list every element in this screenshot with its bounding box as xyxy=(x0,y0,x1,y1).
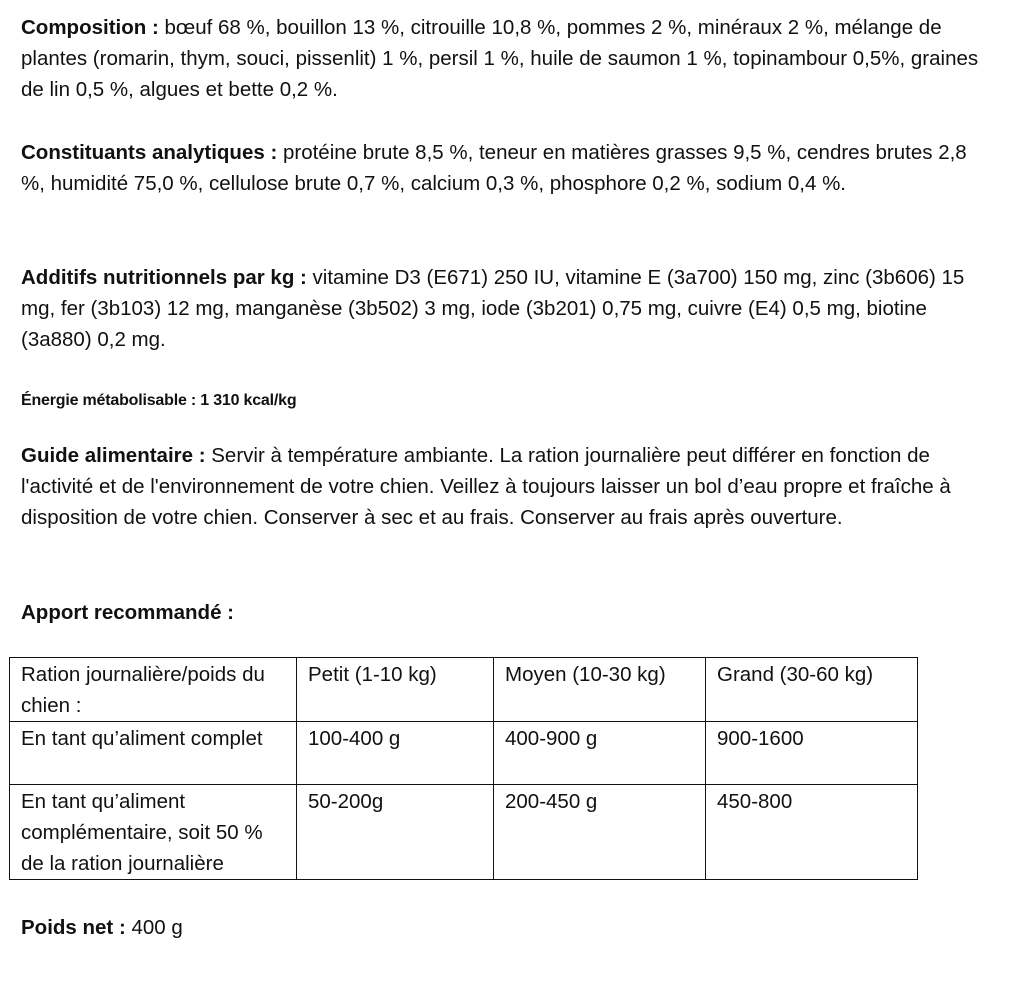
poids-label: Poids net : xyxy=(21,916,126,939)
constituants-label: Constituants analytiques : xyxy=(21,141,278,164)
additifs-paragraph xyxy=(21,262,996,355)
table-header-row xyxy=(10,658,918,722)
table-cell: 100-400 g xyxy=(297,722,494,785)
table-header-cell: Moyen (10-30 kg) xyxy=(494,658,706,722)
guide-paragraph xyxy=(21,440,996,533)
table-cell: En tant qu’aliment complet xyxy=(10,722,297,785)
table-cell: 450-800 xyxy=(706,785,918,880)
additifs-label: Additifs nutritionnels par kg : xyxy=(21,266,307,289)
guide-text: Servir à température ambiante. La ration journalière peut différer en fonction de l'activité et de l'environnement de votre chien. Veillez à toujours laisser un bol d’eau propre et fraîche à disposition de votre chien. Conserver à sec et au frais. Conserver au frais après ouverture. xyxy=(21,444,951,529)
table-header-cell: Grand (30-60 kg) xyxy=(706,658,918,722)
table-row xyxy=(10,785,918,880)
constituants-paragraph xyxy=(21,137,996,199)
poids-paragraph xyxy=(21,912,996,943)
apport-heading: Apport recommandé : xyxy=(21,601,234,624)
table-cell: 900-1600 xyxy=(706,722,918,785)
composition-paragraph xyxy=(21,12,996,105)
poids-text: 400 g xyxy=(125,916,183,939)
table-cell: 50-200g xyxy=(297,785,494,880)
guide-label: Guide alimentaire : xyxy=(21,444,206,467)
additifs-text: vitamine D3 (E671) 250 IU, vitamine E (3a700) 150 mg, zinc (3b606) 15 mg, fer (3b103) 12 mg, manganèse (3b502) 3 mg, iode (3b201) 0,75 mg, cuivre (E4) 0,5 mg, biotine (3a880) 0,2 mg. xyxy=(21,266,965,351)
table-row xyxy=(10,722,918,785)
constituants-text: protéine brute 8,5 %, teneur en matières grasses 9,5 %, cendres brutes 2,8 %, humidité 75,0 %, cellulose brute 0,7 %, calcium 0,3 %, phosphore 0,2 %, sodium 0,4 %. xyxy=(21,141,967,195)
composition-text: bœuf 68 %, bouillon 13 %, citrouille 10,8 %, pommes 2 %, minéraux 2 %, mélange de plantes (romarin, thym, souci, pissenlit) 1 %, persil 1 %, huile de saumon 1 %, topinambour 0,5%, graines de lin 0,5 %, algues et bette 0,2 %. xyxy=(21,16,979,101)
composition-label: Composition : xyxy=(21,16,159,39)
table-cell: 200-450 g xyxy=(494,785,706,880)
table-header-cell: Ration journalière/poids du chien : xyxy=(10,658,297,722)
energie-line: Énergie métabolisable : 1 310 kcal/kg xyxy=(21,392,297,409)
ration-table xyxy=(9,657,918,880)
table-cell: 400-900 g xyxy=(494,722,706,785)
table-header-cell: Petit (1-10 kg) xyxy=(297,658,494,722)
table-cell: En tant qu’aliment complémentaire, soit 50 % de la ration journalière xyxy=(10,785,297,880)
